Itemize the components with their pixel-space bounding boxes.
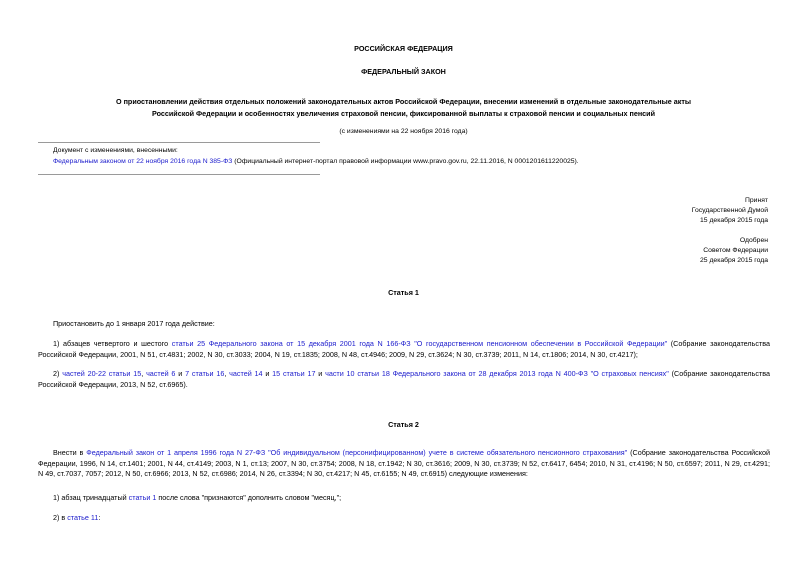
article-2-heading: Статья 2 bbox=[388, 420, 419, 429]
country-heading: РОССИЙСКАЯ ФЕДЕРАЦИЯ bbox=[354, 44, 453, 53]
item-2-citation: (Собрание законодательства Российской Федерации, 2013, N 52, ст.6965). bbox=[38, 369, 770, 389]
a2-item-2-prefix: 2) в bbox=[53, 513, 68, 522]
article-1-item-2 bbox=[38, 369, 770, 390]
approved-block bbox=[700, 236, 768, 266]
article-2-intro bbox=[38, 448, 770, 480]
a2-item-1-text: после слова "признаются" дополнить словом "месяц,"; bbox=[156, 493, 342, 502]
changes-top-divider bbox=[38, 142, 320, 143]
insurance-pensions-law-link[interactable]: части 10 статьи 18 Федерального закона от 28 декабря 2013 года N 400-ФЗ "О страховых пенсиях" bbox=[325, 369, 669, 378]
approved-line-3: 25 декабря 2015 года bbox=[700, 257, 768, 264]
changes-box bbox=[53, 146, 773, 167]
article-2-item-1 bbox=[53, 493, 341, 504]
item-2-sep-1: , bbox=[141, 369, 147, 378]
changes-label: Документ с изменениями, внесенными: bbox=[53, 147, 178, 154]
part-14-link[interactable]: частей 14 bbox=[229, 369, 263, 378]
item-2-sep-5: и bbox=[315, 369, 326, 378]
article-1-item-1 bbox=[38, 339, 770, 360]
adopted-block bbox=[692, 196, 768, 226]
pension-law-166-link[interactable]: статьи 25 Федерального закона от 15 декабря 2001 года N 166-ФЗ "О государственном пенсионном обеспечении в Российской Федерации" bbox=[171, 339, 668, 348]
article-11-link[interactable]: статье 11 bbox=[67, 513, 99, 522]
part-6-link[interactable]: частей 6 bbox=[146, 369, 176, 378]
article-2-citation: (Собрание законодательства Российской Федерации, 1996, N 14, ст.1401; 2001, N 44, ст.4149; 2003, N 1, ст.13; 2007, N 30, ст.3754; 2008, N 18, ст.1942; N 30, ст.3616; 2009, N 30, ст.3739; N 52, ст.6417, 6454; 2010, N 31, ст.4196; N 50, ст.6597; 2011, N 29, ст.4291; N 49, ст.7037, 7057; 2012, N 50, ст.6966; 2013, N 52, ст.6986; 2014, N 26, ст.3394; N 30, ст.4217; N 45, ст.6155; N 49, ст.6915) следующие изменения: bbox=[38, 448, 770, 478]
item-2-sep-4: и bbox=[262, 369, 273, 378]
article-1-link[interactable]: статьи 1 bbox=[128, 493, 157, 502]
article-2-prefix: Внести в bbox=[53, 448, 87, 457]
approved-line-1: Одобрен bbox=[739, 237, 768, 244]
article-1-heading: Статья 1 bbox=[388, 288, 419, 297]
item-2-sep-2: и bbox=[175, 369, 186, 378]
amended-note: (с изменениями на 22 ноября 2016 года) bbox=[339, 128, 468, 135]
amending-law-link[interactable]: Федеральным законом от 22 ноября 2016 года N 385-ФЗ bbox=[53, 157, 233, 165]
document-type-heading: ФЕДЕРАЛЬНЫЙ ЗАКОН bbox=[361, 67, 446, 76]
law-title-line-2: Российской Федерации и особенностях увеличения страховой пенсии, фиксированной выплаты к страховой пенсии и социальных пенсий bbox=[151, 109, 656, 118]
changes-entry bbox=[53, 157, 773, 168]
law-title-line-1: О приостановлении действия отдельных положений законодательных актов Российской Федерации, внесении изменений в отдельные законодательные акты bbox=[116, 97, 691, 106]
parts-20-22-article-15-link[interactable]: частей 20-22 статьи 15 bbox=[62, 369, 142, 378]
item-1-prefix: 1) абзацев четвертого и шестого bbox=[53, 339, 172, 348]
personified-accounting-law-link[interactable]: Федеральный закон от 1 апреля 1996 года N 27-ФЗ "Об индивидуальном (персонифицированном) учете в системе обязательного пенсионного страхования" bbox=[86, 448, 628, 457]
article-1-intro: Приостановить до 1 января 2017 года действие: bbox=[53, 319, 215, 328]
part-15-article-17-link[interactable]: 15 статьи 17 bbox=[272, 369, 316, 378]
item-2-prefix: 2) bbox=[53, 369, 63, 378]
adopted-line-1: Принят bbox=[744, 197, 768, 204]
part-7-article-16-link[interactable]: 7 статьи 16 bbox=[185, 369, 225, 378]
adopted-line-3: 15 декабря 2015 года bbox=[700, 217, 768, 224]
a2-item-2-suffix: : bbox=[98, 513, 101, 522]
changes-bottom-divider bbox=[38, 174, 320, 175]
item-1-citation: (Собрание законодательства Российской Федерации, 2001, N 51, ст.4831; 2002, N 30, ст.3033; 2004, N 19, ст.1835; 2008, N 48, ст.4946; 2009, N 29, ст.3624; N 30, ст.3739; 2011, N 14, ст.1806; 2014, N 30, ст.4217); bbox=[38, 339, 770, 359]
adopted-line-2: Государственной Думой bbox=[691, 207, 768, 214]
changes-entry-text: (Официальный интернет-портал правовой информации www.pravo.gov.ru, 22.11.2016, N 0001201611220025). bbox=[232, 157, 579, 165]
law-title bbox=[0, 96, 807, 120]
article-2-item-2 bbox=[53, 513, 100, 524]
approved-line-2: Советом Федерации bbox=[703, 247, 768, 254]
item-2-sep-3: , bbox=[224, 369, 230, 378]
a2-item-1-prefix: 1) абзац тринадцатый bbox=[53, 493, 129, 502]
